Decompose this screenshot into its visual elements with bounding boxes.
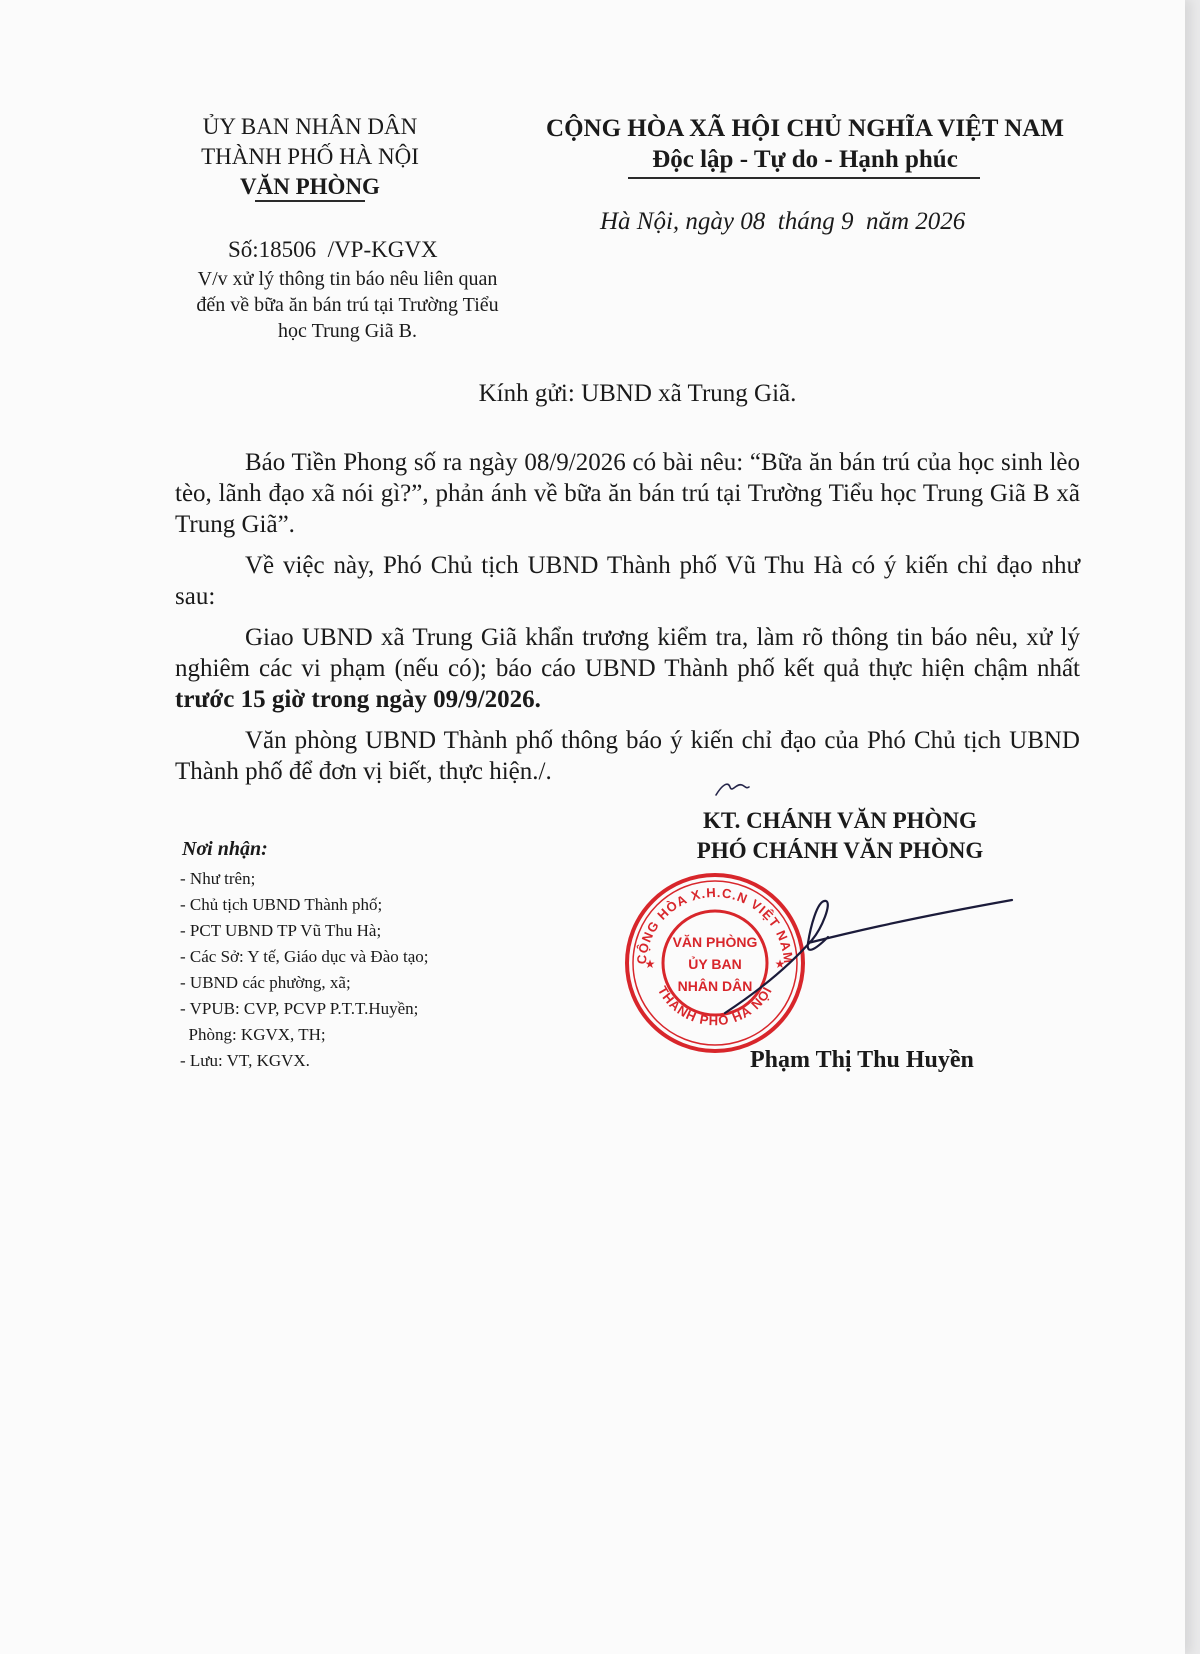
recipients-title: Nơi nhận: [182, 838, 268, 860]
org-line-2: THÀNH PHỐ HÀ NỘI [201, 144, 419, 169]
org-line-1: ỦY BAN NHÂN DÂN [202, 114, 418, 139]
subject-line-3: học Trung Giã B. [278, 320, 417, 342]
subject-line-1: V/v xử lý thông tin báo nêu liên quan [197, 268, 498, 290]
document-subject [165, 266, 530, 344]
motto-underline [628, 177, 980, 179]
initial-mark-icon [712, 777, 752, 799]
handwritten-signature-icon [720, 895, 1020, 1025]
paragraph-4: Văn phòng UBND Thành phố thông báo ý kiến chỉ đạo của Phó Chủ tịch UBND Thành phố để đơn vị biết, thực hiện./. [175, 727, 1080, 785]
org-line-3: VĂN PHÒNG [240, 174, 380, 199]
issue-date: Hà Nội, ngày 08 tháng 9 năm 2026 [600, 208, 966, 235]
stamp-outer-top: CỘNG HÒA X.H.C.N VIỆT NAM [633, 884, 797, 965]
recipient-item: - Lưu: VT, KGVX. [180, 1051, 310, 1070]
stamp-inner-2: ỦY BAN [688, 956, 742, 972]
nation-name: CỘNG HÒA XÃ HỘI CHỦ NGHĨA VIỆT NAM [546, 115, 1064, 142]
salutation: Kính gửi: UBND xã Trung Giã. [478, 380, 797, 407]
national-header [520, 113, 1090, 175]
paragraph-3-text: Giao UBND xã Trung Giã khẩn trương kiểm tra, làm rõ thông tin báo nêu, xử lý nghiêm các vi phạm (nếu có); báo cáo UBND Thành phố kết quả thực hiện chậm nhất [175, 624, 1080, 682]
document-number: Số:18506 /VP-KGVX [228, 237, 438, 262]
signature-block-title [640, 806, 1040, 866]
signature-title-2: PHÓ CHÁNH VĂN PHÒNG [696, 838, 984, 863]
stamp-inner-3: NHÂN DÂN [677, 978, 753, 994]
subject-line-2: đến về bữa ăn bán trú tại Trường Tiểu [196, 294, 499, 316]
recipient-item: Phòng: KGVX, TH; [180, 1025, 326, 1044]
paragraph-2: Về việc này, Phó Chủ tịch UBND Thành phố Vũ Thu Hà có ý kiến chỉ đạo như sau: [175, 552, 1080, 610]
recipient-item: - VPUB: CVP, PCVP P.T.T.Huyền; [180, 999, 419, 1018]
stamp-outer-bottom: THÀNH PHỐ HÀ NỘI [654, 983, 776, 1029]
svg-text:★: ★ [774, 957, 786, 971]
deadline: trước 15 giờ trong ngày 09/9/2026. [175, 686, 541, 713]
issuing-organization [150, 112, 470, 202]
recipient-item: - Chủ tịch UBND Thành phố; [180, 895, 383, 914]
org-underline [255, 200, 365, 202]
signature-title-1: KT. CHÁNH VĂN PHÒNG [703, 808, 977, 833]
signer-name: Phạm Thị Thu Huyền [750, 1047, 974, 1073]
paragraph-1: Báo Tiền Phong số ra ngày 08/9/2026 có bài nêu: “Bữa ăn bán trú của học sinh lèo tèo, lãnh đạo xã nói gì?”, phản ánh về bữa ăn bán trú tại Trường Tiểu học Trung Giã B xã Trung Giã”. [175, 449, 1080, 538]
recipient-item: - PCT UBND TP Vũ Thu Hà; [180, 921, 382, 940]
svg-text:★: ★ [644, 957, 656, 971]
motto: Độc lập - Tự do - Hạnh phúc [652, 146, 958, 173]
recipient-item: - UBND các phường, xã; [180, 973, 351, 992]
paragraph-3 [175, 622, 1080, 715]
recipients-list [180, 866, 429, 1074]
recipient-item: - Các Sở: Y tế, Giáo dục và Đào tạo; [180, 947, 429, 966]
letter-body [175, 447, 1080, 797]
recipient-item: - Như trên; [180, 869, 256, 888]
stamp-inner-1: VĂN PHÒNG [672, 934, 758, 950]
